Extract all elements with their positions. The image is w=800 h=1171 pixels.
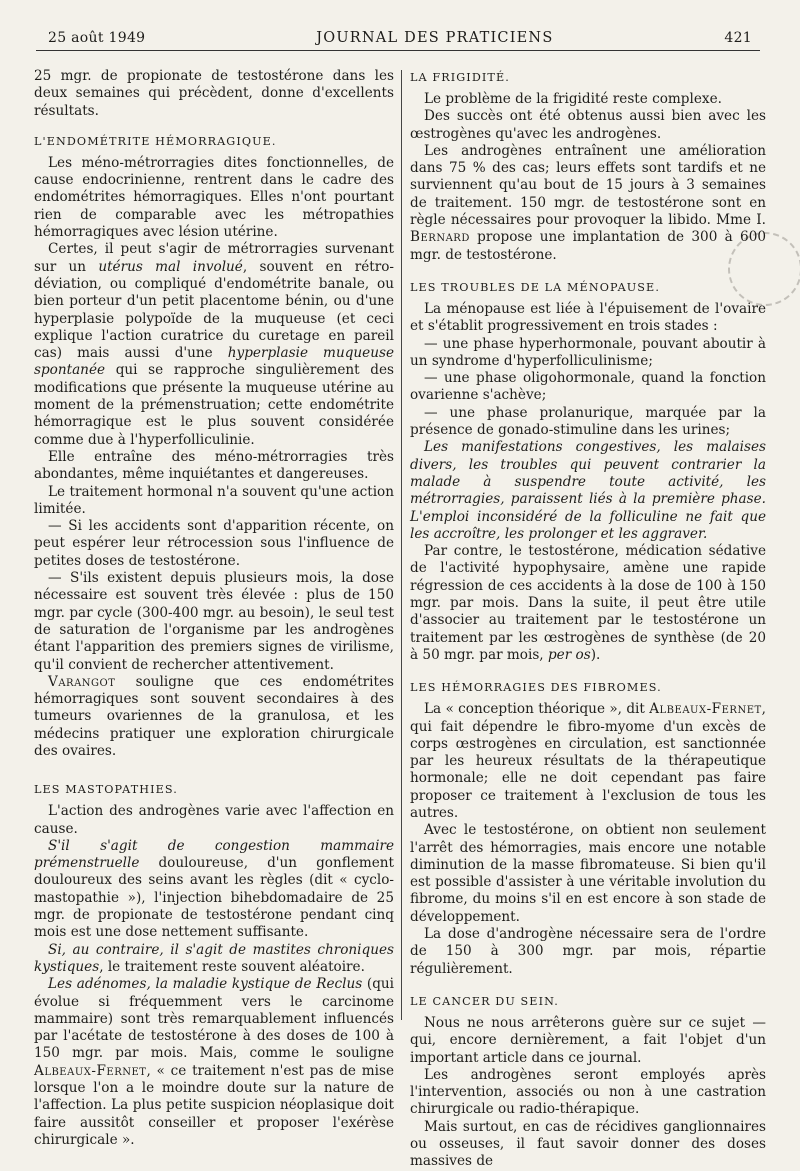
text-run: , qui fait dépendre le fibro-myome d'un excès de corps œstrogènes en circulation, est sanctionnée par les heureux résultats de la thérapeutique hormonale; elle ne doit cependant pas faire proposer ce traitement à l'exclusion de tous les autres. [410,701,766,821]
paragraph: Nous ne nous arrêterons guère sur ce sujet — qui, encore dernièrement, a fait l'objet d'un important article dans ce journal. [410,1014,766,1066]
paragraph: Les méno-métrorragies dites fonctionnelles, de cause endocrinienne, rentrent dans le cadre des endométrites hémorragiques. Elles n'ont pourtant rien de comparable avec les métropathies hémorragiques avec lésion utérine. [34,154,394,241]
section-heading: LES HÉMORRAGIES DES FIBROMES. [410,681,662,695]
author-name: Albeaux-Fernet [34,1062,147,1079]
paragraph: Mais surtout, en cas de récidives ganglionnaires ou osseuses, il faut savoir donner des doses massives de [410,1118,766,1170]
page-number: 421 [724,30,752,46]
text-run: ). [590,646,601,663]
italic-run: Les manifestations congestives, les malaises divers, les troubles qui peuvent contrarier la malade à suspendre toute activité, les métrorragies, paraissent liés à la première phase. L'emploi inconsidéré de la folliculine ne fait que les accroître, les prolonger et les aggraver. [410,439,766,542]
paragraph: La ménopause est liée à l'épuisement de l'ovaire et s'établit progressivement en trois stades : [410,300,766,335]
text-run: La « conception théorique », dit [424,701,650,718]
paragraph: — une phase hyperhormonale, pouvant aboutir à un syndrome d'hyperfolliculinisme; [410,335,766,369]
paragraph [410,439,766,543]
section-heading: LE CANCER DU SEIN. [410,994,559,1008]
text-run: propose une implantation de 300 à 600 mgr. de testostérone. [410,229,766,263]
paragraph [410,543,766,664]
italic-run: hyperplasie muqueuse spontanée [34,345,394,379]
paragraph: 25 mgr. de propionate de testostérone dans les deux semaines qui précèdent, donne d'excellents résultats. [34,68,394,119]
paragraph [410,701,766,822]
journal-title: JOURNAL DES PRATICIENS [316,30,554,46]
paragraph: — S'ils existent depuis plusieurs mois, la dose nécessaire est souvent très élevée : plus de 150 mgr. par cycle (300-400 mgr. au besoin), le seul test de saturation de l'organisme par les androgènes étant l'apparition des premiers signes de virilisme, qu'il convient de rechercher attentivement. [34,570,394,673]
italic-run: S'il s'agit de congestion mammaire prémenstruelle [34,837,394,872]
text-run: Les androgènes entraînent une amélioration dans 75 % des cas; leurs effets sont tardifs et ne surviennent qu'au bout de 15 jours à 3 semaines de traitement. 150 mgr. de testostérone sont en règle nécessaires pour provoquer la libido. Mme I. [410,142,766,229]
text-run: , « ce traitement n'est pas de mise lorsque l'on a le moindre doute sur la nature de l'affection. La plus petite suspicion néoplasique doit faire aussitôt conseiller et proposer l'exérèse chirurgicale ». [34,1062,394,1148]
author-name: Albeaux-Fernet [649,701,762,718]
paragraph: — Si les accidents sont d'apparition récente, on peut espérer leur rétrocession sous l'influence de petites doses de testostérone. [34,518,394,569]
section-heading: LA FRIGIDITÉ. [410,71,510,84]
text-run: Certes, il peut s'agir de métrorragies survenant sur un [34,241,394,275]
header-date: 25 août 1949 [48,30,146,46]
italic-run: per os [547,646,591,663]
author-name: Varangot [48,673,116,690]
section-heading: LES MASTOPATHIES. [34,783,178,797]
section-heading: LES TROUBLES DE LA MÉNOPAUSE. [410,280,660,294]
text-run: qui se rapproche singulièrement des modifications que présente la muqueuse utérine au moment de la prémenstruation; cette endométrite hémorragique est le plus souvent considérée comme due à l'hyperfolliculinie. [34,362,394,448]
paragraph [34,241,394,449]
paragraph: La dose d'androgène nécessaire sera de l'ordre de 150 à 300 mgr. par mois, répartie régulièrement. [410,926,766,977]
italic-run: utérus mal involué [98,258,243,275]
right-column [410,68,766,1171]
paragraph: Le traitement hormonal n'a souvent qu'une action limitée. [34,483,394,517]
column-divider [401,70,402,1020]
paragraph [34,942,394,977]
header-rule [36,50,760,51]
text-run: (qui évolue si fréquemment vers le carcinome mammaire) sont très remarquablement influencés par l'acétate de testostérone à des doses de 100 à 150 mgr. par mois. Mais, comme le souligne [34,976,394,1062]
text-run: souligne que ces endométrites hémorragiques sont souvent secondaires à des tumeurs ovariennes de la granulosa, et les médecins pratiquer une exploration chirurgicale des ovaires. [34,673,394,759]
italic-run: Si, au contraire, il s'agit de mastites chroniques kystiques [34,941,394,975]
text-run: , le traitement reste souvent aléatoire. [99,958,365,975]
paragraph [34,674,394,760]
section-heading: L'ENDOMÉTRITE HÉMORRAGIQUE. [34,134,277,148]
paragraph: Des succès ont été obtenus aussi bien avec les œstrogènes qu'avec les androgènes. [410,108,766,142]
paragraph [34,838,394,942]
paragraph: Avec le testostérone, on obtient non seulement l'arrêt des hémorragies, mais encore une notable diminution de la masse fibromateuse. Si bien qu'il est possible d'assister à une véritable involution du fibrome, du moins s'il en est encore à son stade de développement. [410,822,766,925]
paragraph: Le problème de la frigidité reste complexe. [424,91,722,107]
left-column [34,68,394,1149]
italic-run: Les adénomes, la maladie kystique de Reclus [48,976,363,993]
paragraph: Elle entraîne des méno-métrorragies très abondantes, même inquiétantes et dangereuses. [34,448,394,483]
author-name: Bernard [410,229,470,246]
paragraph: — une phase oligohormonale, quand la fonction ovarienne s'achève; [410,370,766,404]
paragraph [410,143,766,264]
text-run: Par contre, le testostérone, médication sédative de l'activité hypophysaire, amène une rapide régression de ces accidents à la dose de 100 à 150 mgr. par mois. Dans la suite, il peut être utile d'associer au traitement par le testostérone un traitement par les œstrogènes de synthèse (de 20 à 50 mgr. par mois, [410,543,766,663]
running-header [48,26,752,46]
text-run: douloureuse, d'un gonflement douloureux des seins avant les règles (dit « cyclo-mastopathie »), l'injection bihebdomadaire de 25 mgr. de propionate de testostérone pendant cinq mois est une dose nettement suffisante. [34,855,394,941]
paragraph: Les androgènes seront employés après l'intervention, associés ou non à une castration chirurgicale ou radio-thérapique. [410,1066,766,1118]
paragraph: — une phase prolanurique, marquée par la présence de gonado-stimuline dans les urines; [410,404,766,439]
paragraph [34,976,394,1149]
paragraph: L'action des androgènes varie avec l'affection en cause. [34,803,394,837]
text-run: , souvent en rétro-déviation, ou compliqué d'endométrite banale, ou bien porteur d'un petit placentome bénin, ou d'une hyperplasie polypoïde de la muqueuse (et ceci explique l'action curatrice du curetage en pareil cas) mais aussi d'une [34,258,394,362]
